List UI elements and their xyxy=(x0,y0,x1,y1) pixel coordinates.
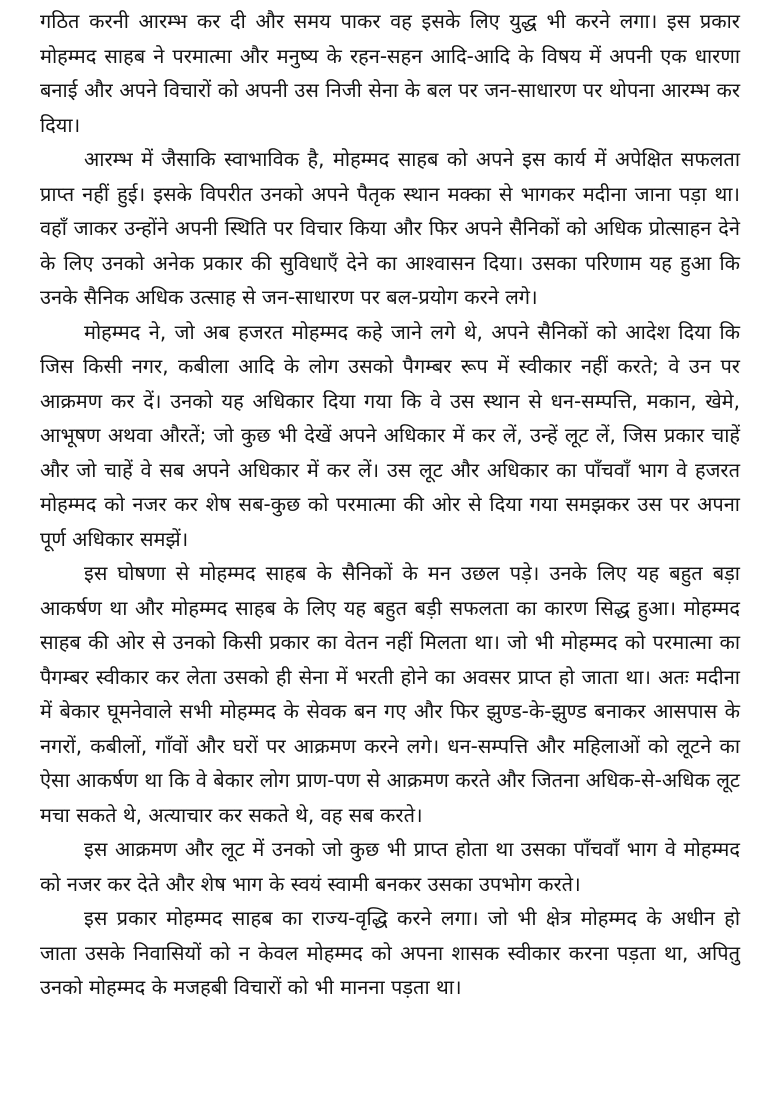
paragraph-6: इस प्रकार मोहम्मद साहब का राज्य-वृद्धि करने लगा। जो भी क्षेत्र मोहम्मद के अधीन हो जाता उसके निवासियों को न केवल मोहम्मद को अपना शासक स्वीकार करना पड़ता था, अपितु उनको मोहम्मद के मजहबी विचारों को भी मानना पड़ता था। xyxy=(40,906,740,999)
paragraph-3: मोहम्मद ने, जो अब हजरत मोहम्मद कहे जाने लगे थे, अपने सैनिकों को आदेश दिया कि जिस किसी नगर, कबीला आदि के लोग उसको पैगम्बर रूप में स्वीकार नहीं करते; वे उन पर आक्रमण कर दें। उनको यह अधिकार दिया गया कि वे उस स्थान से धन-सम्पत्ति, मकान, खेमे, आभूषण अथवा औरतें; जो कुछ भी देखें अपने अधिकार में कर लें, उन्हें लूट लें, जिस प्रकार चाहें और जो चाहें वे सब अपने अधिकार में कर लें। उस लूट और अधिकार का पाँचवाँ भाग वे हजरत मोहम्मद को नजर कर शेष सब-कुछ को परमात्मा की ओर से दिया गया समझकर उस पर अपना पूर्ण अधिकार समझें। xyxy=(40,319,740,551)
paragraph-1: गठित करनी आरम्भ कर दी और समय पाकर वह इसके लिए युद्ध भी करने लगा। इस प्रकार मोहम्मद साहब ने परमात्मा और मनुष्य के रहन-सहन आदि-आदि के विषय में अपनी एक धारणा बनाई और अपने विचारों को अपनी उस निजी सेना के बल पर जन-साधारण पर थोपना आरम्भ कर दिया। xyxy=(40,9,740,137)
paragraph-4: इस घोषणा से मोहम्मद साहब के सैनिकों के मन उछल पड़े। उनके लिए यह बहुत बड़ा आकर्षण था और मोहम्मद साहब के लिए यह बहुत बड़ी सफलता का कारण सिद्ध हुआ। मोहम्मद साहब की ओर से उनको किसी प्रकार का वेतन नहीं मिलता था। जो भी मोहम्मद को परमात्मा का पैगम्बर स्वीकार कर लेता उसको ही सेना में भरती होने का अवसर प्राप्त हो जाता था। अतः मदीना में बेकार घूमनेवाले सभी मोहम्मद के सेवक बन गए और फिर झुण्ड-के-झुण्ड बनाकर आसपास के नगरों, कबीलों, गाँवों और घरों पर आक्रमण करने लगे। धन-सम्पत्ति और महिलाओं को लूटने का ऐसा आकर्षण था कि वे बेकार लोग प्राण-पण से आक्रमण करते और जितना अधिक-से-अधिक लूट मचा सकते थे, अत्याचार कर सकते थे, वह सब करते। xyxy=(40,561,740,827)
paragraph-5: इस आक्रमण और लूट में उनको जो कुछ भी प्राप्त होता था उसका पाँचवाँ भाग वे मोहम्मद को नजर कर देते और शेष भाग के स्वयं स्वामी बनकर उसका उपभोग करते। xyxy=(40,837,740,896)
paragraph-2: आरम्भ में जैसाकि स्वाभाविक है, मोहम्मद साहब को अपने इस कार्य में अपेक्षित सफलता प्राप्त नहीं हुई। इसके विपरीत उनको अपने पैतृक स्थान मक्का से भागकर मदीना जाना पड़ा था। वहाँ जाकर उन्होंने अपनी स्थिति पर विचार किया और फिर अपने सैनिकों को अधिक प्रोत्साहन देने के लिए उनको अनेक प्रकार की सुविधाएँ देने का आश्वासन दिया। उसका परिणाम यह हुआ कि उनके सैनिक अधिक उत्साह से जन-साधारण पर बल-प्रयोग करने लगे। xyxy=(40,147,740,309)
